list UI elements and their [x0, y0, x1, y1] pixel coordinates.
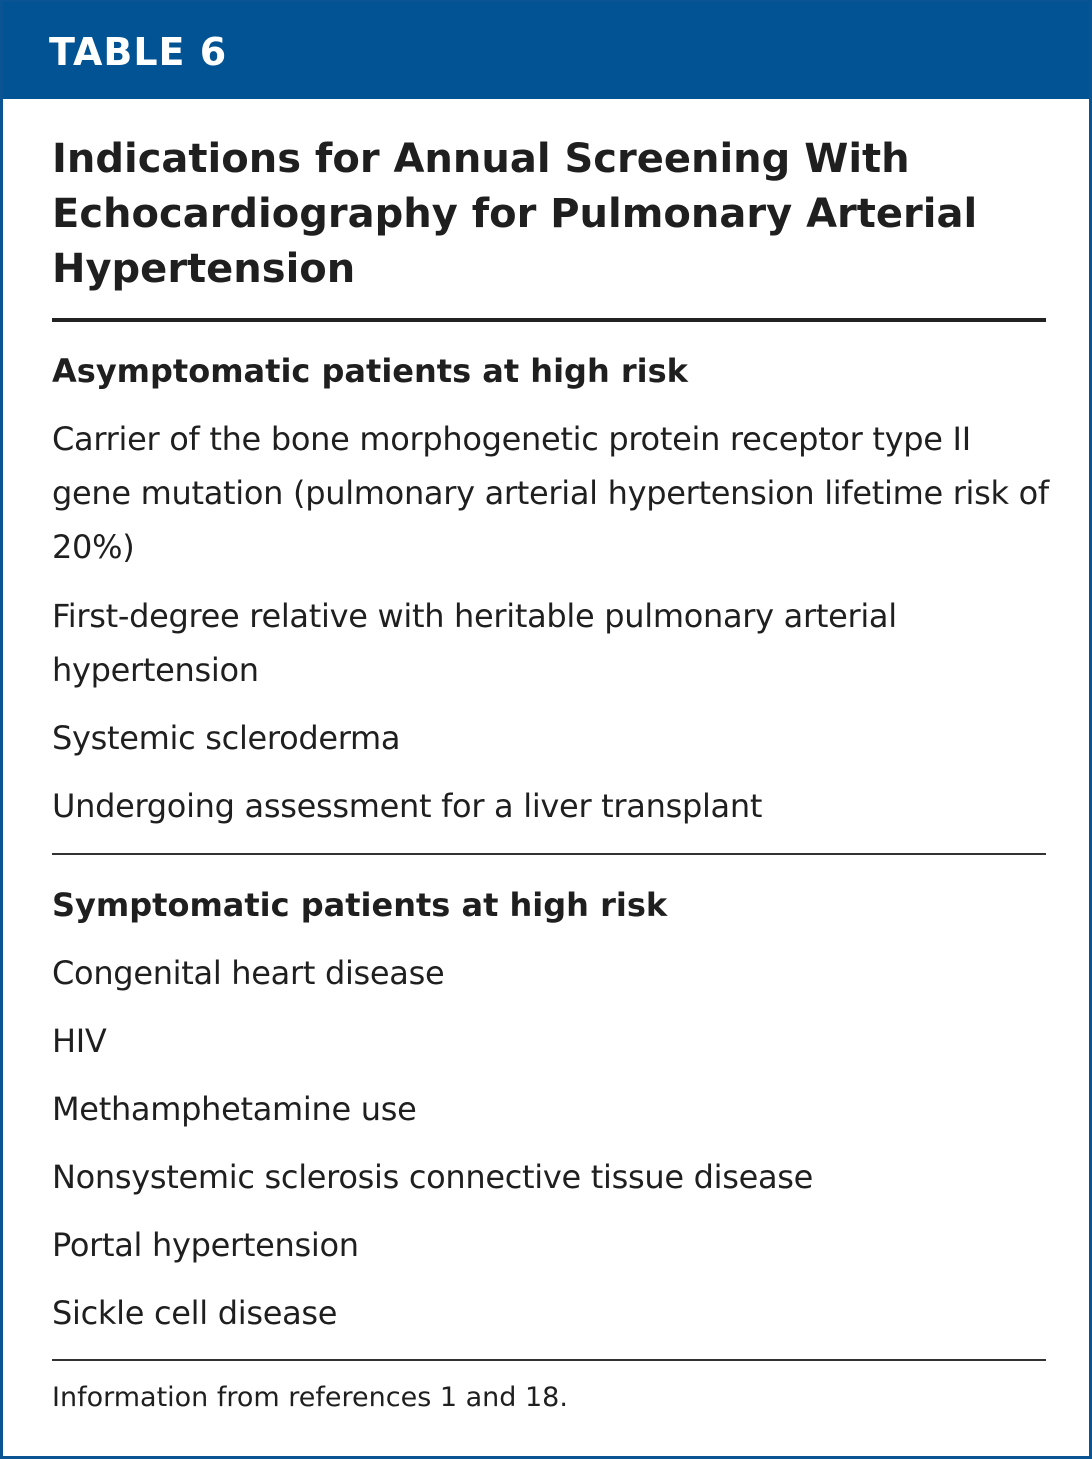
list-item: Carrier of the bone morphogenetic protein receptor type II gene mutation (pulmonary arterial hypertension lifetime risk of 20%): [52, 420, 1049, 566]
section-divider: [52, 853, 1046, 855]
footnote-divider: [52, 1359, 1046, 1361]
list-item: Undergoing assessment for a liver transplant: [52, 787, 763, 825]
list-item: Congenital heart disease: [52, 954, 445, 992]
section-heading-symptomatic: Symptomatic patients at high risk: [52, 886, 668, 924]
title-divider: [52, 318, 1046, 322]
footnote: Information from references 1 and 18.: [52, 1382, 568, 1413]
table-title: Indications for Annual Screening With Echocardiography for Pulmonary Arterial Hypertension: [52, 136, 978, 292]
list-item: Sickle cell disease: [52, 1294, 338, 1332]
table-header-band: [3, 2, 1089, 99]
list-item: Systemic scleroderma: [52, 719, 401, 757]
list-item: Portal hypertension: [52, 1226, 359, 1264]
list-item: Methamphetamine use: [52, 1090, 417, 1128]
section-heading-asymptomatic: Asymptomatic patients at high risk: [52, 352, 688, 390]
table-number-label: TABLE 6: [49, 30, 228, 74]
list-item: HIV: [52, 1022, 107, 1060]
list-item: Nonsystemic sclerosis connective tissue disease: [52, 1158, 814, 1196]
list-item: First-degree relative with heritable pulmonary arterial hypertension: [52, 597, 897, 689]
